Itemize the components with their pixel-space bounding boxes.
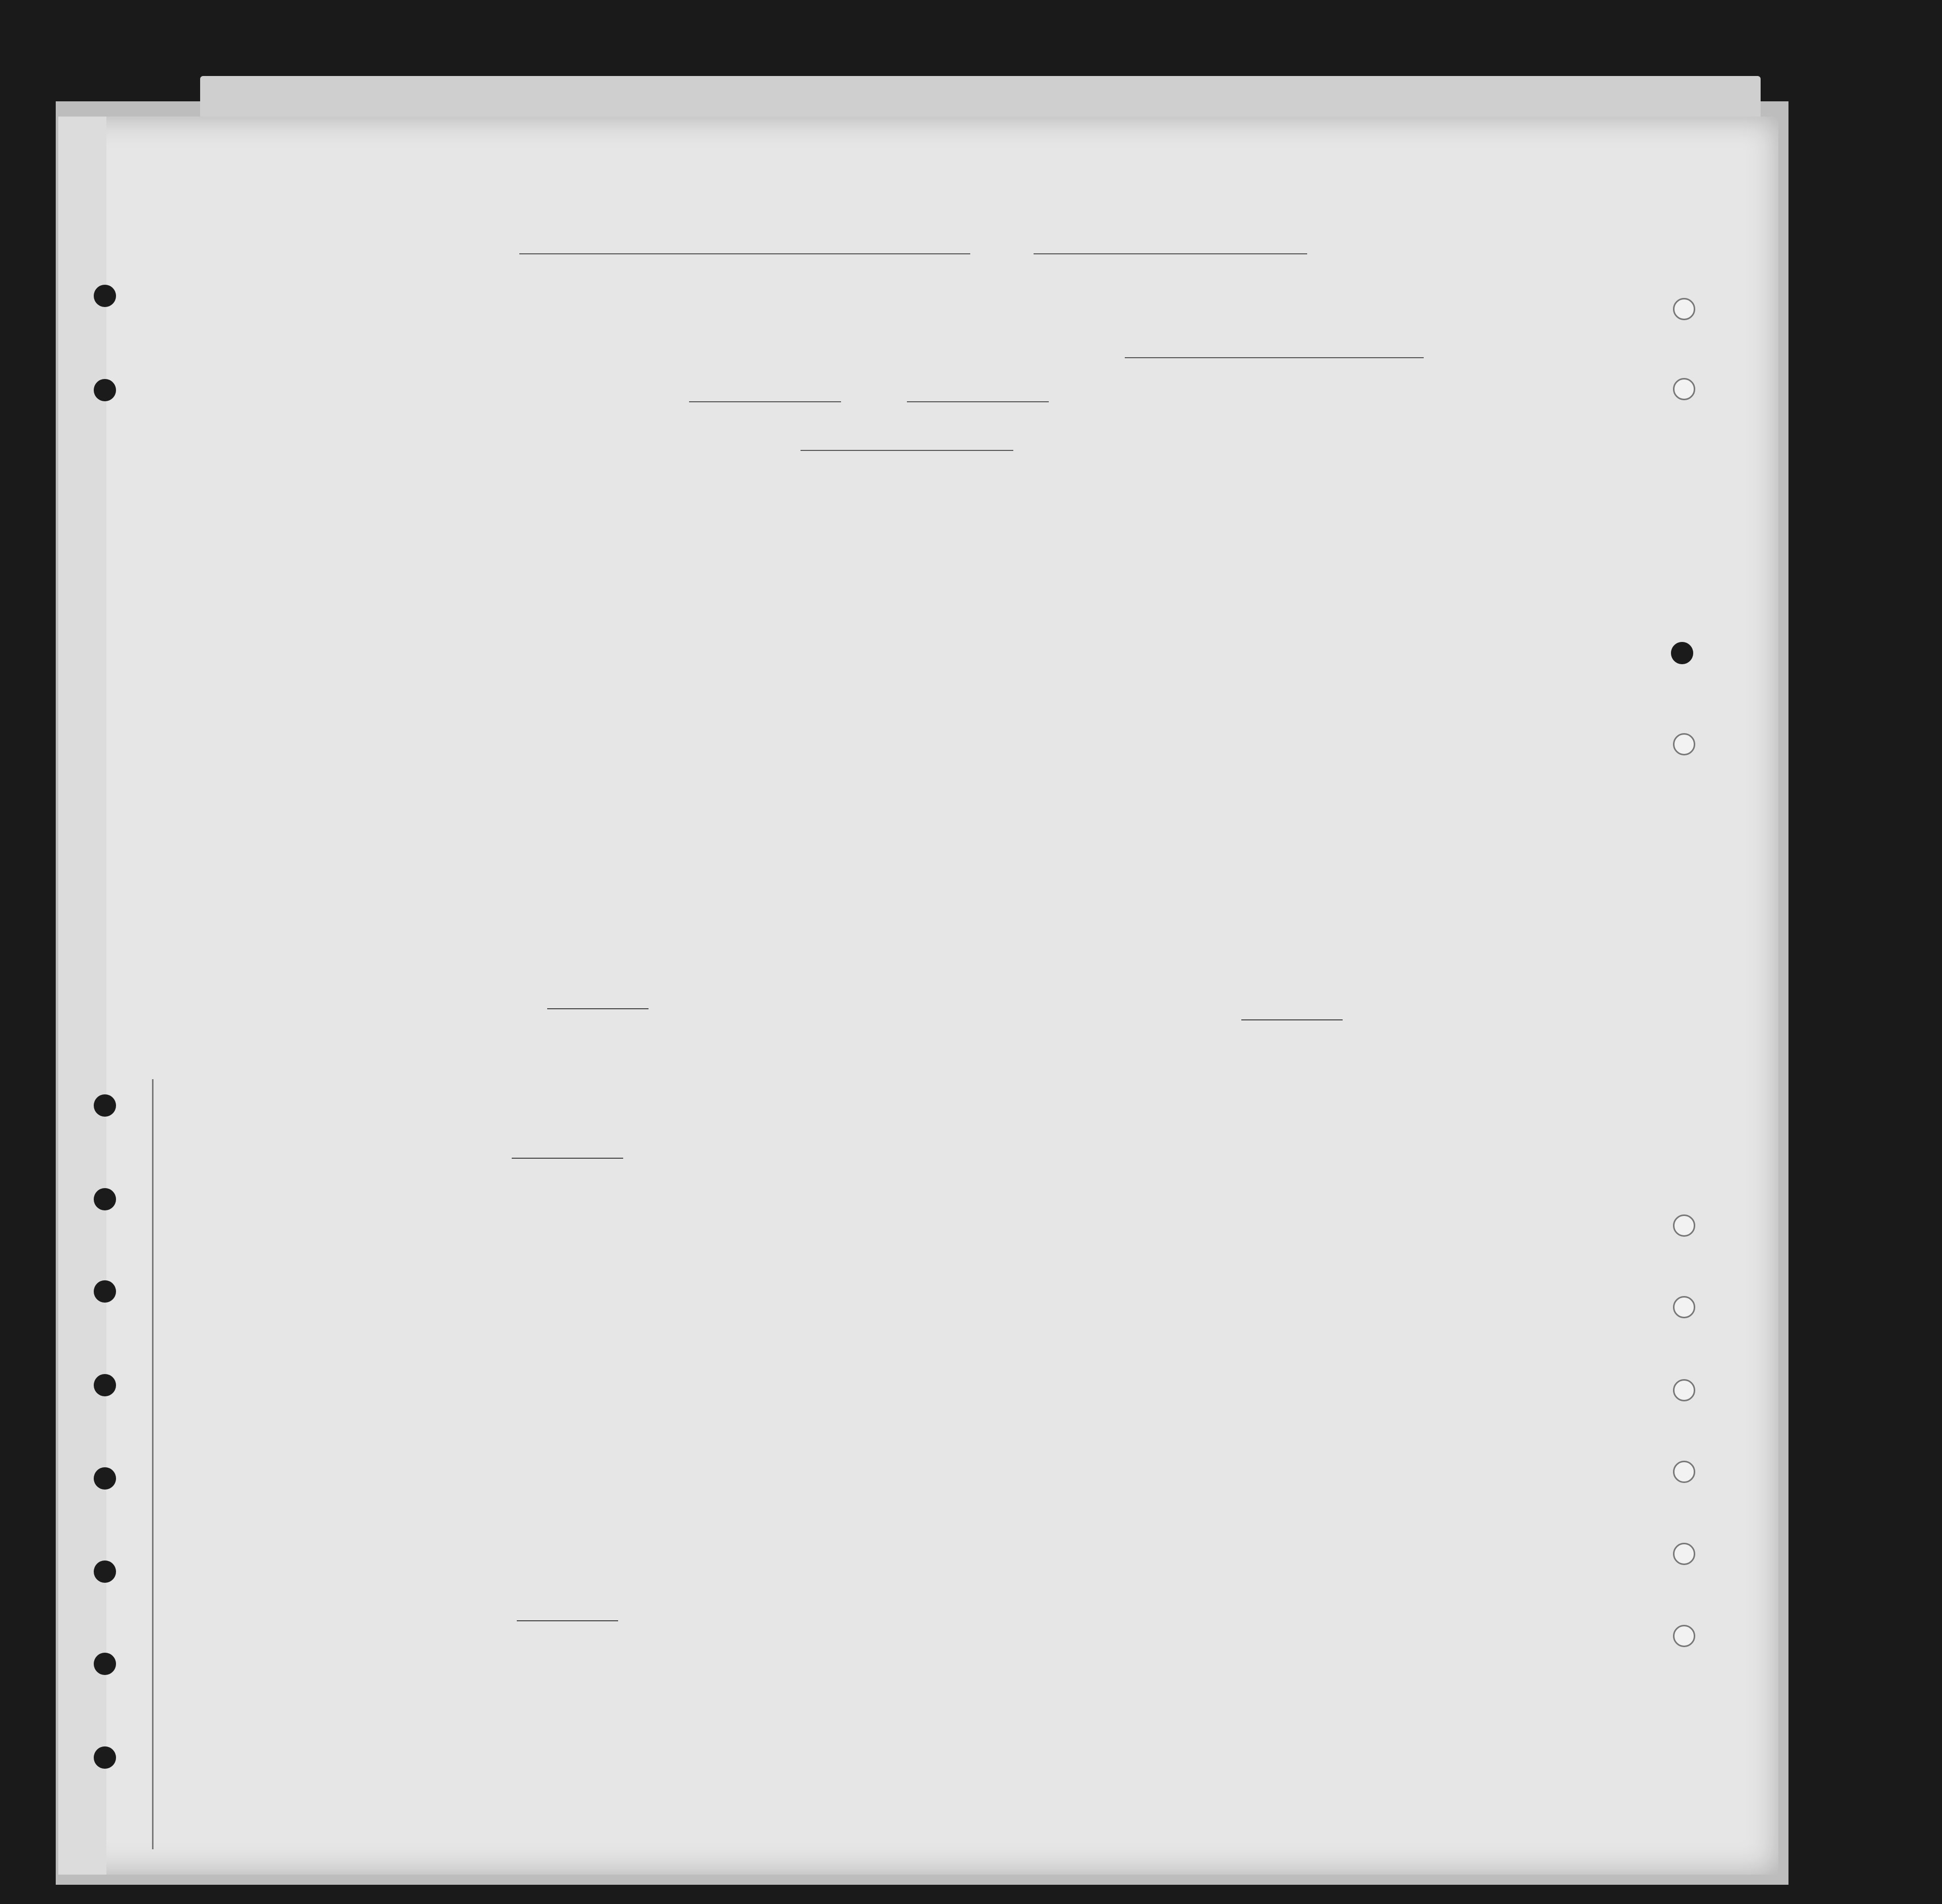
binder-hole <box>1673 298 1695 320</box>
binder-hole <box>94 1374 116 1396</box>
binder-hole <box>1673 733 1695 755</box>
vessel-blank[interactable] <box>1034 253 1307 254</box>
sworn-month-blank[interactable] <box>907 401 1049 402</box>
sidebar-divider <box>152 1079 154 1849</box>
document-page <box>71 117 1778 1875</box>
binder-hole <box>94 1188 116 1210</box>
binder-hole <box>1673 1461 1695 1483</box>
inspector-signature-line[interactable] <box>801 450 1013 451</box>
binder-hole <box>94 1467 116 1490</box>
binder-hole <box>94 285 116 307</box>
binder-hole <box>94 1653 116 1675</box>
extract-rule-rule <box>517 1620 618 1621</box>
extract-act-rule <box>512 1158 623 1159</box>
binder-hole <box>94 1280 116 1303</box>
binder-hole <box>1673 1296 1695 1318</box>
name-blank[interactable] <box>519 253 970 254</box>
notice-rule <box>547 1008 649 1009</box>
binder-hole <box>1673 1625 1695 1647</box>
sworn-day-blank[interactable] <box>689 401 841 402</box>
races-rule <box>1241 1019 1343 1020</box>
binder-hole <box>94 1094 116 1117</box>
master-signature-line[interactable] <box>1125 357 1424 358</box>
binder-hole <box>1671 642 1693 664</box>
binder-hole <box>1673 1379 1695 1401</box>
binder-hole <box>94 379 116 401</box>
binder-hole <box>1673 1543 1695 1565</box>
binder-hole <box>1673 1214 1695 1237</box>
binder-hole <box>94 1560 116 1583</box>
binder-hole <box>94 1746 116 1769</box>
binder-hole <box>1673 378 1695 400</box>
